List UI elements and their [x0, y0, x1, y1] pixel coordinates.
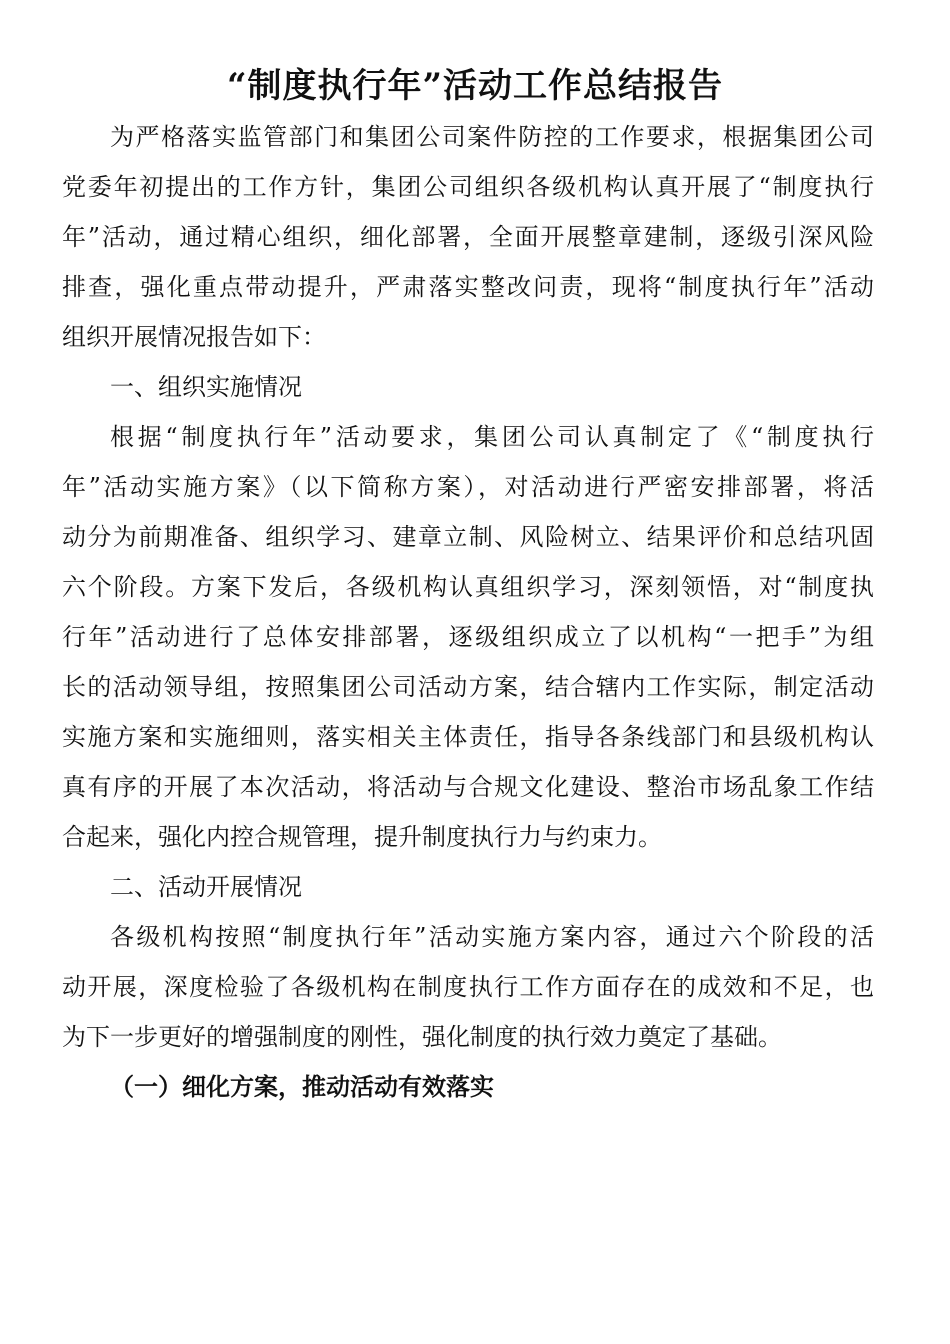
section2-line-2: 动开展，深度检验了各级机构在制度执行工作方面存在的成效和不足，也 — [62, 973, 874, 1001]
section2-line-1: 各级机构按照“制度执行年”活动实施方案内容，通过六个阶段的活 — [110, 923, 874, 951]
section1-line-7: 实施方案和实施细则，落实相关主体责任，指导各条线部门和县级机构认 — [62, 723, 874, 751]
section1-line-4: 六个阶段。方案下发后，各级机构认真组织学习，深刻领悟，对“制度执 — [62, 573, 874, 601]
intro-line-2: 党委年初提出的工作方针，集团公司组织各级机构认真开展了“制度执行 — [62, 173, 874, 201]
section2-line-3: 为下一步更好的增强制度的刚性，强化制度的执行效力奠定了基础。 — [62, 1023, 782, 1051]
section2-subheading: （一）细化方案，推动活动有效落实 — [110, 1072, 494, 1101]
document-title: “制度执行年”活动工作总结报告 — [226, 66, 724, 106]
section1-line-9: 合起来，强化内控合规管理，提升制度执行力与约束力。 — [62, 823, 662, 851]
section2-heading: 二、活动开展情况 — [110, 873, 302, 901]
section1-line-2: 年”活动实施方案》（以下简称方案），对活动进行严密安排部署，将活 — [62, 473, 874, 501]
intro-line-5: 组织开展情况报告如下： — [62, 323, 326, 351]
section1-line-3: 动分为前期准备、组织学习、建章立制、风险树立、结果评价和总结巩固 — [62, 523, 874, 551]
intro-line-1: 为严格落实监管部门和集团公司案件防控的工作要求，根据集团公司 — [110, 123, 874, 151]
section1-heading: 一、组织实施情况 — [110, 373, 302, 401]
section1-line-5: 行年”活动进行了总体安排部署，逐级组织成立了以机构“一把手”为组 — [62, 623, 874, 651]
intro-line-3: 年”活动，通过精心组织，细化部署，全面开展整章建制，逐级引深风险 — [62, 223, 874, 251]
section1-line-8: 真有序的开展了本次活动，将活动与合规文化建设、整治市场乱象工作结 — [62, 773, 874, 801]
intro-line-4: 排查，强化重点带动提升，严肃落实整改问责，现将“制度执行年”活动 — [62, 273, 874, 301]
section1-line-1: 根据“制度执行年”活动要求，集团公司认真制定了《“制度执行 — [110, 423, 874, 451]
section1-line-6: 长的活动领导组，按照集团公司活动方案，结合辖内工作实际，制定活动 — [62, 673, 874, 701]
